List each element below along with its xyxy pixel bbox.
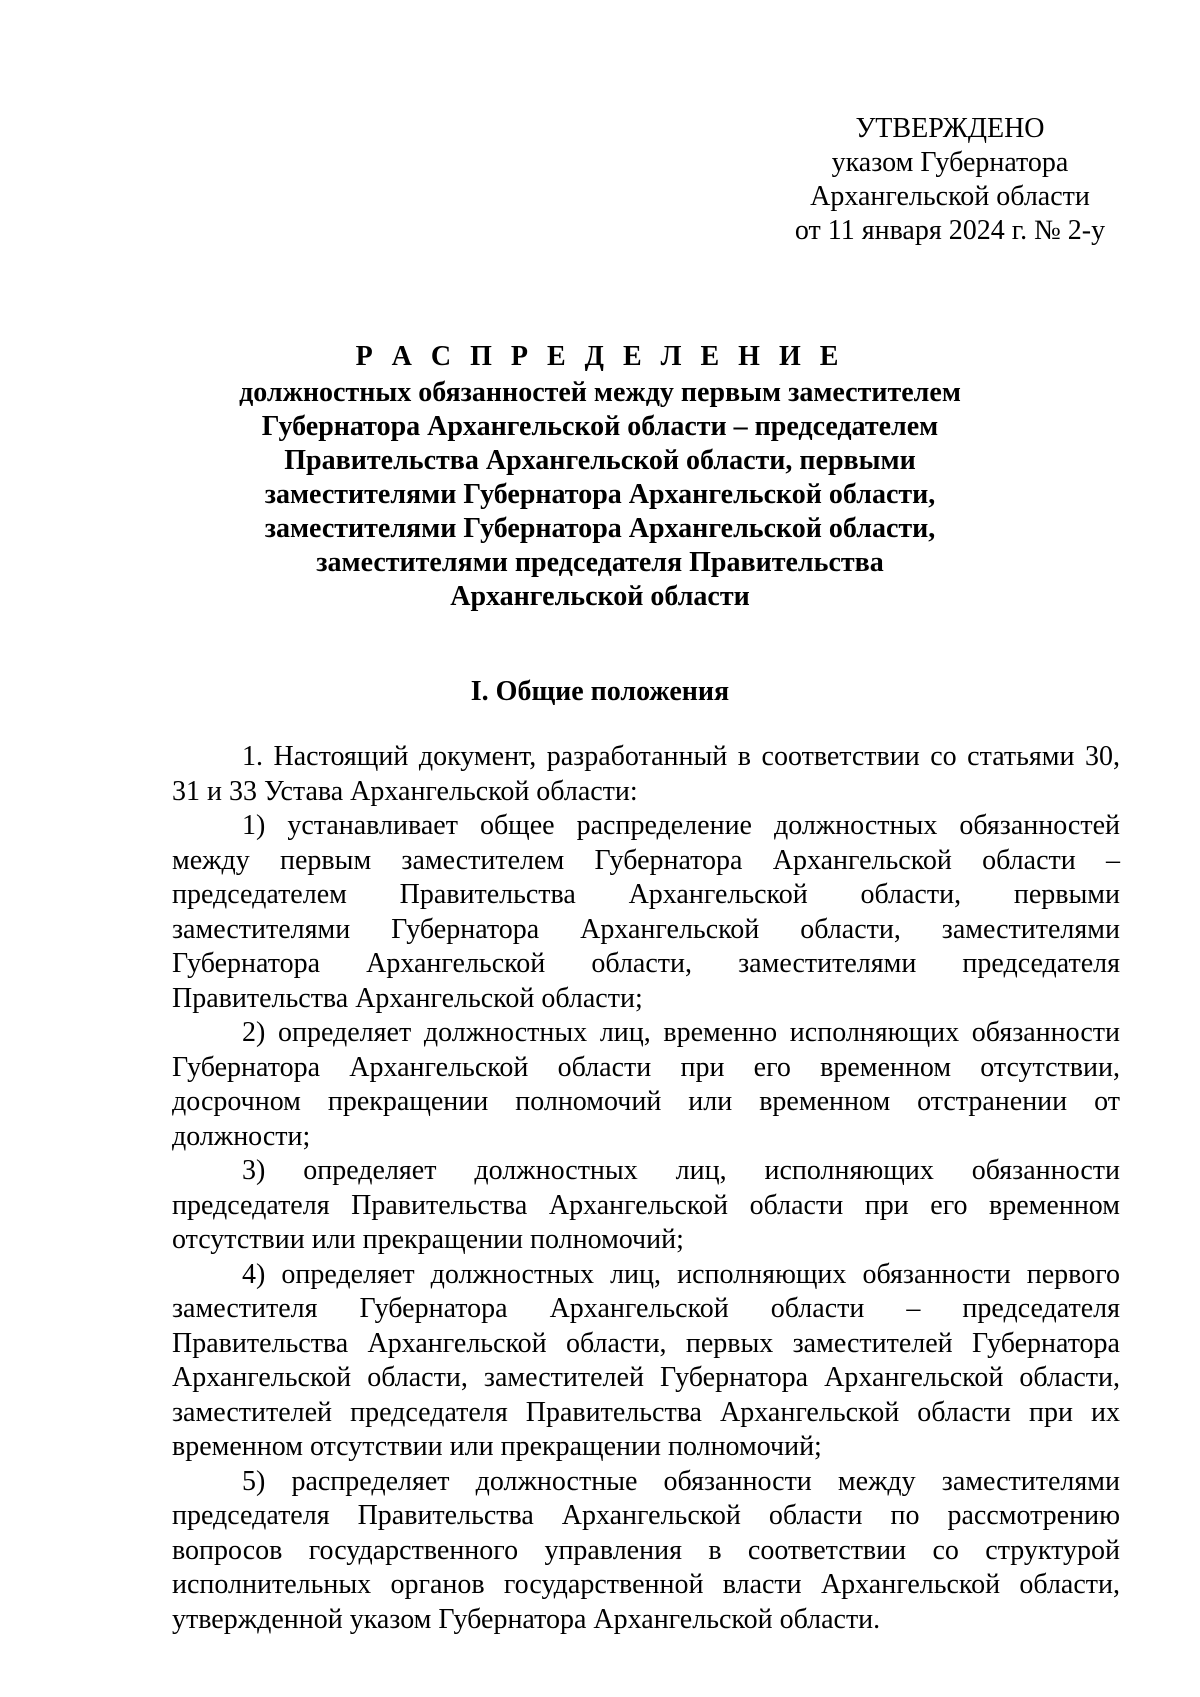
list-item: 3) определяет должностных лиц, исполняющих обязанности председателя Правительства Архангельской области при его временном отсутствии или прекращении полномочий; (172, 1155, 1120, 1255)
title-line: должностных обязанностей между первым заместителем (239, 377, 961, 408)
title-line: заместителями Губернатора Архангельской области, (264, 513, 936, 544)
document-title (180, 340, 1020, 614)
title-line: Правительства Архангельской области, первыми (284, 445, 916, 476)
approval-date-number: от 11 января 2024 г. № 2-у (794, 215, 1106, 246)
list-item: 4) определяет должностных лиц, исполняющих обязанности первого заместителя Губернатора Архангельской области – председателя Правительства Архангельской области, первых заместителей Губернатора Архангельской области, заместителей Губернатора Архангельской области, заместителей председателя Правительства Архангельской области при их временном отсутствии или прекращении полномочий; (172, 1258, 1120, 1462)
section-body (172, 740, 1120, 1637)
approval-region: Архангельской области (810, 181, 1090, 212)
section-heading: I. Общие положения (470, 676, 730, 707)
approval-status: УТВЕРЖДЕНО (855, 113, 1045, 144)
title-line: Архангельской области (450, 581, 750, 612)
list-item: 1) устанавливает общее распределение должностных обязанностей между первым заместителем Губернатора Архангельской области – председателем Правительства Архангельской области, первыми заместителями Губернатора Архангельской области, заместителями Губернатора Архангельской области, заместителями председателя Правительства Архангельской области; (172, 810, 1120, 1014)
title-heading-word: Р А С П Р Е Д Е Л Е Н И Е (355, 341, 845, 372)
title-line: заместителями Губернатора Архангельской области, (264, 479, 936, 510)
list-item: 2) определяет должностных лиц, временно исполняющих обязанности Губернатора Архангельской области при его временном отсутствии, досрочном прекращении полномочий или временном отстранении от должности; (172, 1017, 1120, 1152)
approval-authority: указом Губернатора (831, 147, 1069, 178)
title-line: заместителями председателя Правительства (316, 547, 884, 578)
paragraph: 1. Настоящий документ, разработанный в соответствии со статьями 30, 31 и 33 Устава Архангельской области: (172, 741, 1120, 807)
approval-stamp (790, 112, 1110, 248)
title-line: Губернатора Архангельской области – председателем (261, 411, 939, 442)
list-item: 5) распределяет должностные обязанности между заместителями председателя Правительства Архангельской области по рассмотрению вопросов государственного управления в соответствии со структурой исполнительных органов государственной власти Архангельской области, утвержденной указом Губернатора Архангельской области. (172, 1465, 1120, 1635)
